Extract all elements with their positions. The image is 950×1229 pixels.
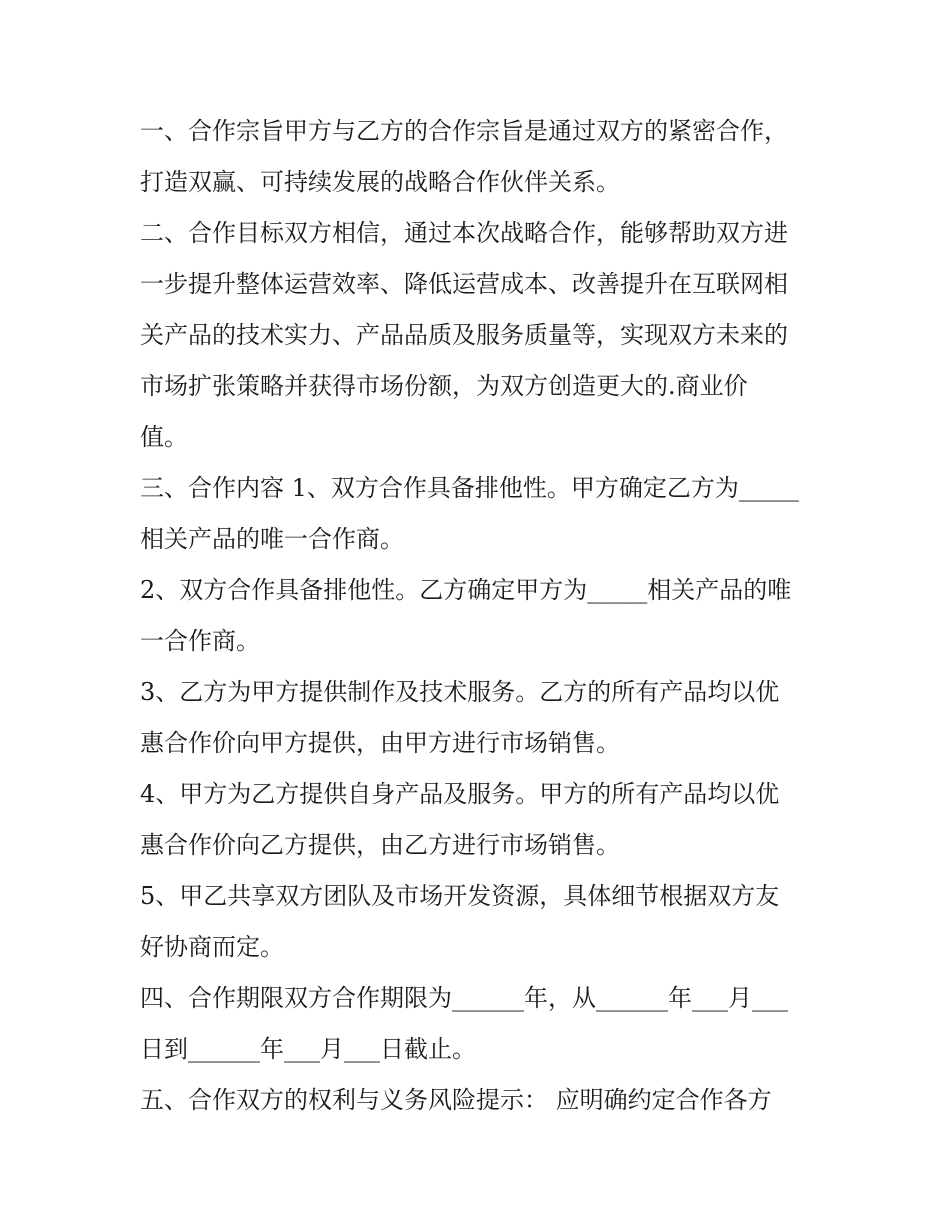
text-line: 5、甲乙共享双方团队及市场开发资源，具体细节根据双方友 [140, 882, 780, 910]
text-line: 2、双方合作具备排他性。乙方确定甲方为_____相关产品的唯 [140, 576, 792, 604]
text-line: 好协商而定。 [140, 933, 284, 961]
text-line: 四、合作期限双方合作期限为______年，从______年___月___ [140, 984, 788, 1012]
text-line: 一步提升整体运营效率、降低运营成本、改善提升在互联网相 [140, 270, 788, 298]
text-line: 二、合作目标双方相信，通过本次战略合作，能够帮助双方进 [140, 219, 788, 247]
text-line: 市场扩张策略并获得市场份额，为双方创造更大的.商业价 [140, 372, 748, 400]
text-line: 惠合作价向甲方提供，由甲方进行市场销售。 [140, 729, 620, 757]
text-line: 值。 [140, 423, 188, 451]
text-line: 相关产品的唯一合作商。 [140, 525, 404, 553]
text-line: 惠合作价向乙方提供，由乙方进行市场销售。 [140, 831, 620, 859]
text-line: 五、合作双方的权利与义务风险提示： 应明确约定合作各方 [140, 1086, 772, 1114]
document-body [140, 108, 820, 1128]
text-line: 4、甲方为乙方提供自身产品及服务。甲方的所有产品均以优 [140, 780, 780, 808]
text-line: 关产品的技术实力、产品品质及服务质量等，实现双方未来的 [140, 321, 788, 349]
text-line: 日到______年___月___日截止。 [140, 1035, 476, 1063]
text-line: 3、乙方为甲方提供制作及技术服务。乙方的所有产品均以优 [140, 678, 780, 706]
text-line: 一合作商。 [140, 627, 260, 655]
text-line: 三、合作内容 1、双方合作具备排他性。甲方确定乙方为_____ [140, 474, 799, 502]
text-line: 打造双赢、可持续发展的战略合作伙伴关系。 [140, 168, 620, 196]
text-line: 一、合作宗旨甲方与乙方的合作宗旨是通过双方的紧密合作， [140, 117, 788, 145]
